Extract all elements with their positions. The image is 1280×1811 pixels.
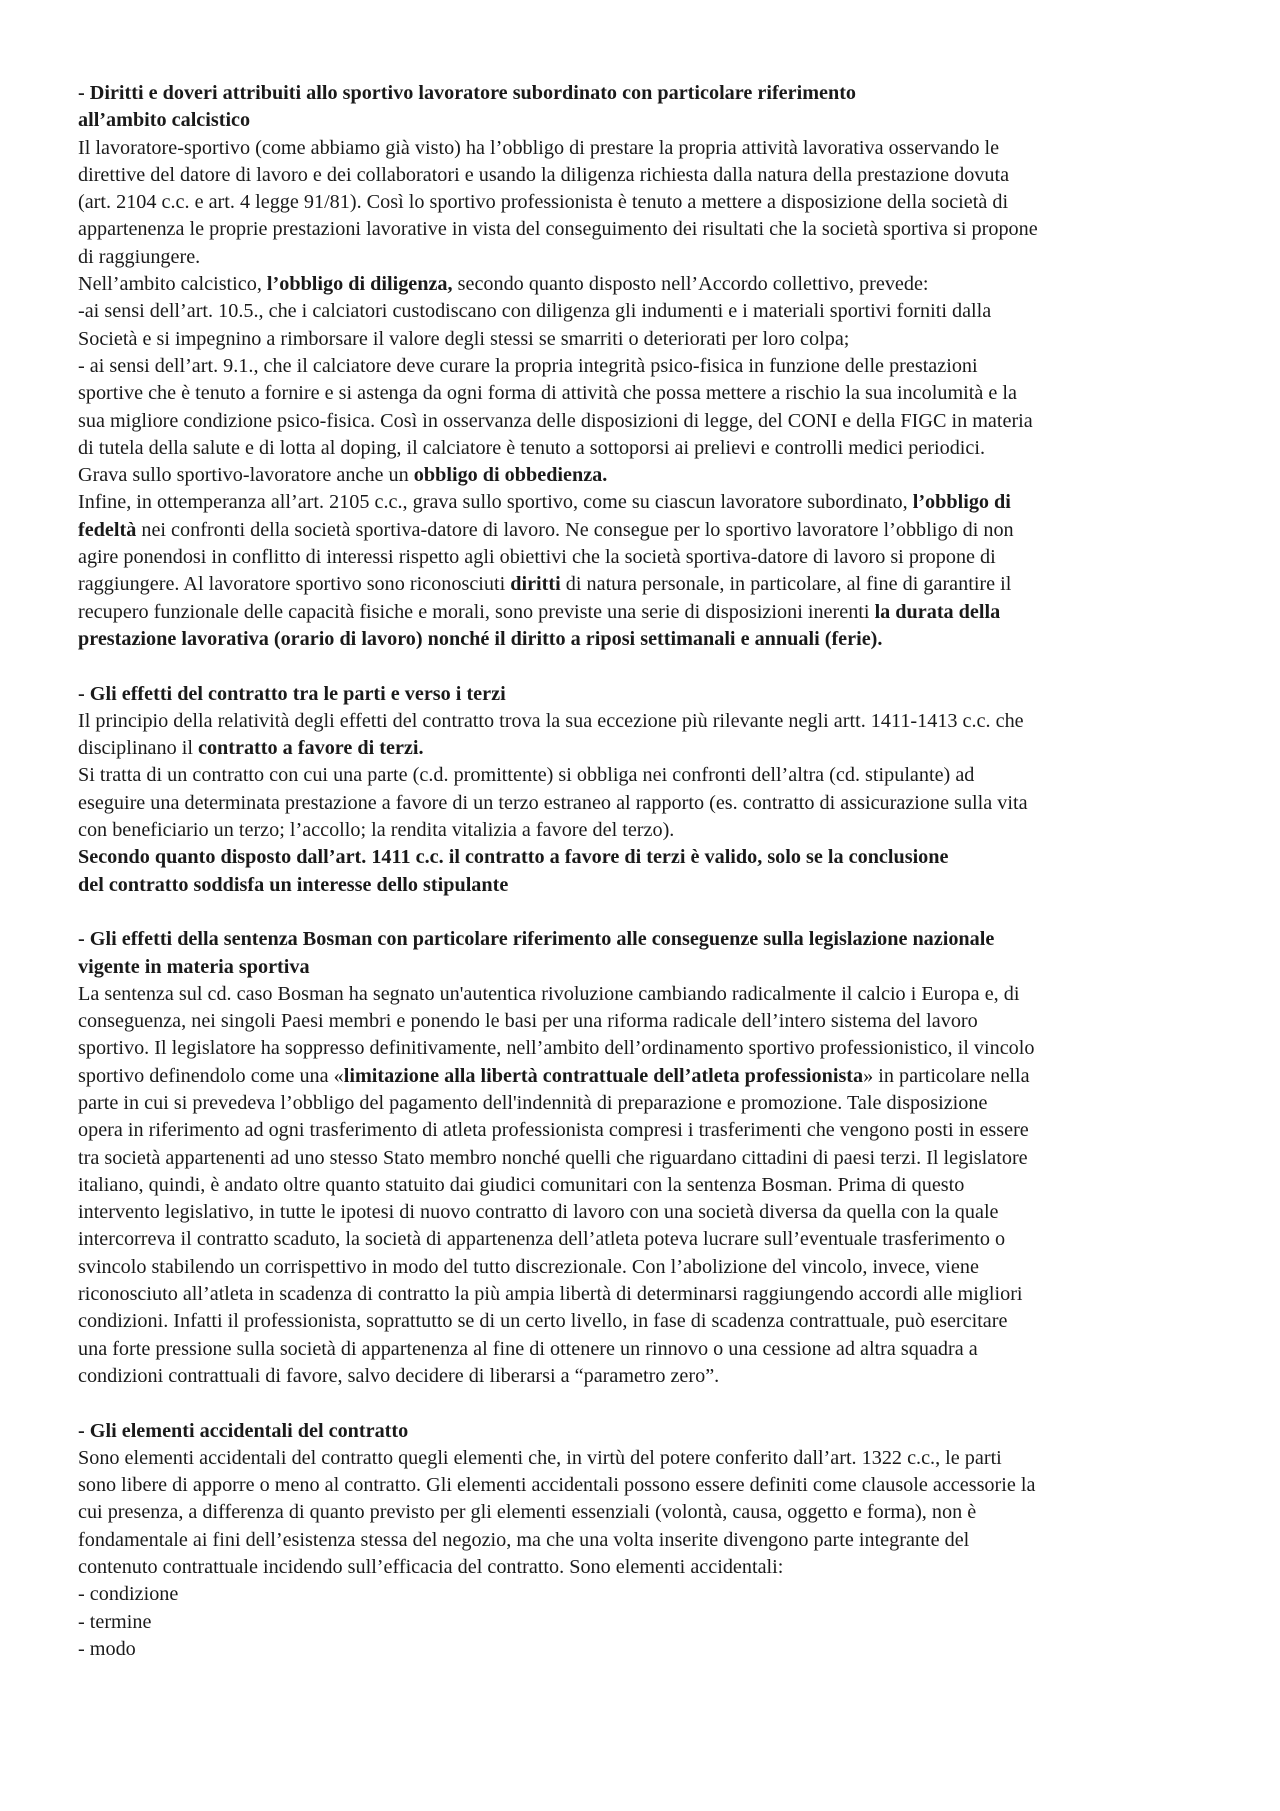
text-line [78, 380, 1218, 407]
text-run: condizioni. Infatti il professionista, soprattutto se di un certo livello, in fase di scadenza contrattuale, può esercitare [78, 1310, 1008, 1333]
text-run: eseguire una determinata prestazione a favore di un terzo estraneo al rapporto (es. contratto di assicurazione sulla vita [78, 791, 1028, 814]
heading-line: - Gli effetti del contratto tra le parti e verso i terzi [78, 682, 506, 705]
text-line [78, 271, 1218, 298]
text-line [78, 1226, 1218, 1253]
document-section [78, 926, 1218, 1390]
text-run: contenuto contrattuale incidendo sull’efficacia del contratto. Sono elementi accidentali: [78, 1556, 784, 1579]
text-run: parte in cui si prevedeva l’obbligo del pagamento dell'indennità di preparazione e promozione. Tale disposizione [78, 1091, 988, 1114]
paragraph [78, 981, 1218, 1390]
text-line [78, 1090, 1218, 1117]
heading-line: - Gli elementi accidentali del contratto [78, 1419, 409, 1442]
heading-line: all’ambito calcistico [78, 109, 251, 132]
section-heading [78, 80, 1218, 135]
document-section [78, 80, 1218, 653]
text-line [78, 1035, 1218, 1062]
text-line [78, 571, 1218, 598]
heading-line: vigente in materia sportiva [78, 955, 310, 978]
text-run: - modo [78, 1637, 136, 1660]
text-line [78, 135, 1218, 162]
text-run: di natura personale, in particolare, al fine di garantire il [560, 573, 1012, 596]
document-section [78, 681, 1218, 899]
text-line [78, 326, 1218, 353]
text-run: fondamentale ai fini dell’esistenza stessa del negozio, ma che una volta inserite divengono parte integrante del [78, 1528, 970, 1551]
text-run: - termine [78, 1610, 152, 1633]
section-heading [78, 926, 1218, 981]
text-run: appartenenza le proprie prestazioni lavorative in vista del conseguimento dei risultati che la società sportiva si propone [78, 218, 1038, 241]
text-line [78, 599, 1218, 626]
text-line [78, 1336, 1218, 1363]
paragraph [78, 271, 1218, 489]
text-line [78, 1145, 1218, 1172]
bold-text: del contratto soddisfa un interesse dello stipulante [78, 873, 509, 896]
bold-text: prestazione lavorativa (orario di lavoro) nonché il diritto a riposi settimanali e annuali (ferie). [78, 627, 883, 650]
text-line [78, 790, 1218, 817]
text-line [78, 1117, 1218, 1144]
text-line [78, 1554, 1218, 1581]
text-line [78, 1281, 1218, 1308]
paragraph [78, 844, 1218, 899]
bold-text: limitazione alla libertà contrattuale dell’atleta professionista [343, 1064, 864, 1087]
bold-text: contratto a favore di terzi. [198, 737, 424, 760]
text-line [78, 735, 1218, 762]
text-run: Nell’ambito calcistico, [78, 273, 267, 296]
text-line [78, 981, 1218, 1008]
text-run: Si tratta di un contratto con cui una parte (c.d. promittente) si obbliga nei confronti dell’altra (cd. stipulante) ad [78, 764, 975, 787]
text-run: riconosciuto all’atleta in scadenza di contratto la più ampia libertà di determinarsi raggiungendo accordi alle migliori [78, 1283, 1023, 1306]
text-run: La sentenza sul cd. caso Bosman ha segnato un'autentica rivoluzione cambiando radicalmente il calcio i Europa e, di [78, 982, 1020, 1005]
text-run: secondo quanto disposto nell’Accordo collettivo, prevede: [452, 273, 929, 296]
document-body [78, 80, 1218, 1663]
document-section [78, 1418, 1218, 1664]
bold-text: Secondo quanto disposto dall’art. 1411 c.c. il contratto a favore di terzi è valido, solo se la conclusione [78, 846, 949, 869]
paragraph [78, 1445, 1218, 1663]
text-line [78, 353, 1218, 380]
text-run: sportivo definendolo come una « [78, 1064, 344, 1087]
text-run: italiano, quindi, è andato oltre quanto statuito dai giudici comunitari con la sentenza Bosman. Prima di questo [78, 1173, 965, 1196]
text-line [78, 1445, 1218, 1472]
text-run: svincolo stabilendo un corrispettivo in modo del tutto discrezionale. Con l’abolizione del vincolo, invece, viene [78, 1255, 979, 1278]
text-run: intervento legislativo, in tutte le ipotesi di nuovo contratto di lavoro con una società diversa da quella con la quale [78, 1201, 999, 1224]
heading-line: - Gli effetti della sentenza Bosman con particolare riferimento alle conseguenze sulla legislazione nazionale [78, 928, 995, 951]
bold-text: obbligo di obbedienza. [413, 464, 608, 487]
text-run: tra società appartenenti ad uno stesso Stato membro nonché quelli che riguardano cittadini di paesi terzi. Il legislatore [78, 1146, 1028, 1169]
paragraph [78, 762, 1218, 844]
text-run: agire ponendosi in conflitto di interessi rispetto agli obiettivi che la società sportiva-datore di lavoro si propone di [78, 546, 996, 569]
text-run: con beneficiario un terzo; l’accollo; la rendita vitalizia a favore del terzo). [78, 819, 675, 842]
text-line [78, 189, 1218, 216]
text-line [78, 1527, 1218, 1554]
paragraph [78, 708, 1218, 763]
paragraph [78, 135, 1218, 271]
text-run: direttive del datore di lavoro e dei collaboratori e usando la diligenza richiesta dalla natura della prestazione dovuta [78, 163, 1010, 186]
text-run: sono libere di apporre o meno al contratto. Gli elementi accidentali possono essere definiti come clausole accessorie la [78, 1474, 1036, 1497]
text-line [78, 1254, 1218, 1281]
text-run: di raggiungere. [78, 245, 201, 268]
text-line [78, 408, 1218, 435]
text-line [78, 626, 1218, 653]
text-line [78, 1472, 1218, 1499]
bold-text: l’obbligo di diligenza, [266, 273, 453, 296]
text-line [78, 462, 1218, 489]
section-heading [78, 681, 1218, 708]
text-line [78, 1609, 1218, 1636]
text-line [78, 872, 1218, 899]
text-run: (art. 2104 c.c. e art. 4 legge 91/81). Così lo sportivo professionista è tenuto a mettere a disposizione della società di [78, 191, 1009, 214]
text-run: nei confronti della società sportiva-datore di lavoro. Ne consegue per lo sportivo lavoratore l’obbligo di non [136, 518, 1014, 541]
text-run: -ai sensi dell’art. 10.5., che i calciatori custodiscano con diligenza gli indumenti e i materiali sportivi forniti dalla [78, 300, 992, 323]
bold-text: diritti [510, 573, 561, 596]
text-line [78, 1172, 1218, 1199]
text-line [78, 817, 1218, 844]
text-run: raggiungere. Al lavoratore sportivo sono riconosciuti [78, 573, 511, 596]
text-line [78, 1063, 1218, 1090]
text-line [78, 435, 1218, 462]
text-run: Grava sullo sportivo-lavoratore anche un [78, 464, 414, 487]
text-run: disciplinano il [78, 737, 198, 760]
text-run: sportive che è tenuto a fornire e si astenga da ogni forma di attività che possa mettere a rischio la sua incolumità e la [78, 382, 1017, 405]
section-heading [78, 1418, 1218, 1445]
text-line [78, 489, 1218, 516]
text-run: Infine, in ottemperanza all’art. 2105 c.c., grava sullo sportivo, come su ciascun lavoratore subordinato, [78, 491, 913, 514]
text-run: sportivo. Il legislatore ha soppresso definitivamente, nell’ambito dell’ordinamento sportivo professionistico, il vincolo [78, 1037, 1035, 1060]
text-run: recupero funzionale delle capacità fisiche e morali, sono previste una serie di disposizioni inerenti [78, 600, 875, 623]
text-run: condizioni contrattuali di favore, salvo decidere di liberarsi a “parametro zero”. [78, 1364, 720, 1387]
text-run: » in particolare nella [863, 1064, 1030, 1087]
text-line [78, 162, 1218, 189]
text-run: conseguenza, nei singoli Paesi membri e ponendo le basi per una riforma radicale dell’intero sistema del lavoro [78, 1010, 978, 1033]
text-line [78, 762, 1218, 789]
text-run: Sono elementi accidentali del contratto quegli elementi che, in virtù del potere conferito dall’art. 1322 c.c., le parti [78, 1446, 1002, 1469]
bold-text: fedeltà [78, 518, 137, 541]
text-run: sua migliore condizione psico-fisica. Così in osservanza delle disposizioni di legge, del CONI e della FIGC in materia [78, 409, 1033, 432]
text-run: Il principio della relatività degli effetti del contratto trova la sua eccezione più rilevante negli artt. 1411-1413 c.c. che [78, 709, 1024, 732]
text-line [78, 1008, 1218, 1035]
text-run: di tutela della salute e di lotta al doping, il calciatore è tenuto a sottoporsi ai prelievi e controlli medici periodici. [78, 436, 986, 459]
text-line [78, 1636, 1218, 1663]
text-line [78, 1499, 1218, 1526]
text-line [78, 517, 1218, 544]
text-run: intercorreva il contratto scaduto, la società di appartenenza dell’atleta poteva lucrare sull’eventuale trasferimento o [78, 1228, 1006, 1251]
text-line [78, 1199, 1218, 1226]
text-run: opera in riferimento ad ogni trasferimento di atleta professionista compresi i trasferimenti che vengono posti in essere [78, 1119, 1029, 1142]
text-line [78, 708, 1218, 735]
text-line [78, 298, 1218, 325]
paragraph [78, 489, 1218, 653]
bold-text: la durata della [874, 600, 1001, 623]
text-line [78, 1308, 1218, 1335]
text-line [78, 244, 1218, 271]
text-line [78, 544, 1218, 571]
text-run: - ai sensi dell’art. 9.1., che il calciatore deve curare la propria integrità psico-fisica in funzione delle prestazioni [78, 354, 978, 377]
text-line [78, 844, 1218, 871]
text-line [78, 216, 1218, 243]
bold-text: l’obbligo di [912, 491, 1011, 514]
text-line [78, 1581, 1218, 1608]
text-run: cui presenza, a differenza di quanto previsto per gli elementi essenziali (volontà, causa, oggetto e forma), non è [78, 1501, 977, 1524]
text-run: Il lavoratore-sportivo (come abbiamo già visto) ha l’obbligo di prestare la propria attività lavorativa osservando le [78, 136, 1000, 159]
text-run: una forte pressione sulla società di appartenenza al fine di ottenere un rinnovo o una cessione ad altra squadra a [78, 1337, 978, 1360]
text-run: Società e si impegnino a rimborsare il valore degli stessi se smarriti o deteriorati per loro colpa; [78, 327, 850, 350]
heading-line: - Diritti e doveri attribuiti allo sportivo lavoratore subordinato con particolare riferimento [78, 82, 857, 104]
text-run: - condizione [78, 1583, 179, 1606]
text-line [78, 1363, 1218, 1390]
